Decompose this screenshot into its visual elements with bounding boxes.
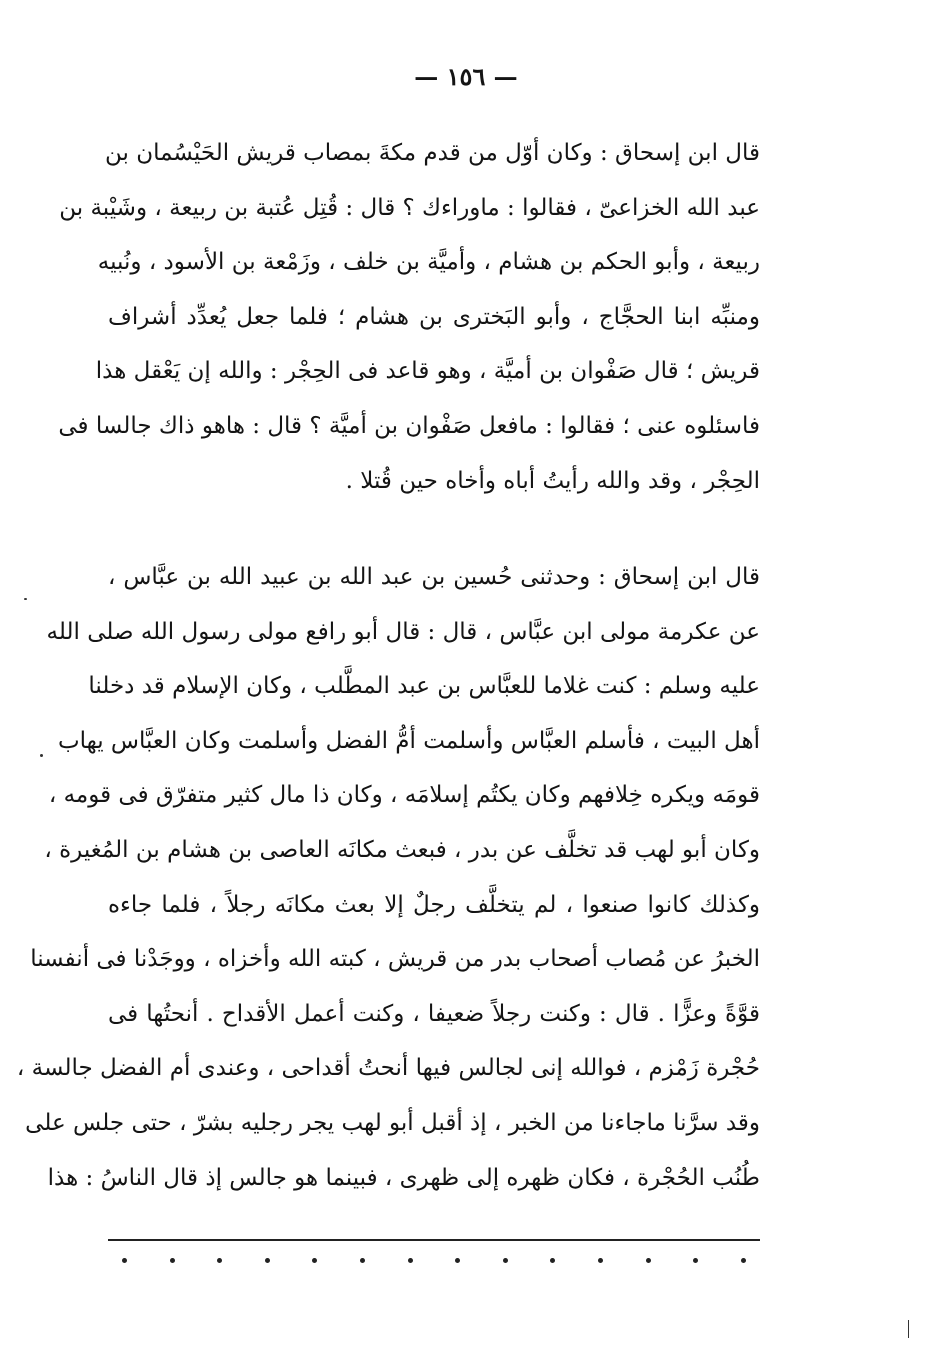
paragraph-1 [58,126,760,508]
footer-dot [217,1258,222,1263]
footer-dot [503,1258,508,1263]
text-line: قومَه ويكره خِلافهم وكان يكتُم إسلامَه ، وكان ذا مال كثير متفرّق فى قومه ، [48,782,760,809]
text-line: عن عكرمة مولى ابن عبَّاس ، قال : قال أبو رافع مولى رسول الله صلى الله [46,618,760,645]
text-line: وقد سرَّنا ماجاءنا من الخبر ، إذ أقبل أبو لهب يجر رجليه بشرّ ، حتى جلس على [25,1109,760,1136]
footer-dot [408,1258,413,1263]
text-line: الخبرُ عن مُصاب أصحاب بدر من قريش ، كبته الله وأخزاه ، ووجَدْنا فى أنفسنا [30,946,760,973]
footer-dot [455,1258,460,1263]
text-line: أهل البيت ، فأسلم العبَّاس وأسلمت أمُّ الفضل وأسلمت وكان العبَّاس يهاب [57,727,760,754]
footer-dot [550,1258,555,1263]
text-line: قريش ؛ قال صَفْوان بن أميَّة ، وهو قاعد فى الحِجْر : والله إن يَعْقل هذا [95,358,760,385]
text-line: طُنُب الحُجْرة ، فكان ظهره إلى ظهرى ، فبينما هو جالس إذ قال الناسُ : هذا [47,1164,760,1191]
text-line: قال ابن إسحاق : وكان أوّل من قدم مكةَ بمصاب قريش الحَيْسُمان بن [104,140,760,166]
scan-speck [24,598,27,600]
footer-dots [108,1258,760,1278]
footer-dot [598,1258,603,1263]
footer-dot [312,1258,317,1263]
footer-dot [170,1258,175,1263]
text-line: وكان أبو لهب قد تخلَّف عن بدر ، فبعث مكانَه العاصى بن هشام بن المُغيرة ، [44,836,760,863]
scan-speck [40,754,43,757]
text-line: عبد الله الخزاعىّ ، فقالوا : ماوراءك ؟ قال : قُتِل عُتبة بن ربيعة ، وشَيْبة بن [59,194,760,221]
footer-rule [108,1239,760,1241]
text-line: قال ابن إسحاق : وحدثنى حُسين بن عبد الله بن عبيد الله بن عبَّاس ، [108,564,760,590]
text-line: وكذلك كانوا صنعوا ، لم يتخلَّف رجلٌ إلا بعث مكانَه رجلاً ، فلما جاءه [108,891,760,918]
text-line: قوَّةً وعزًّا . قال : وكنت رجلاً ضعيفا ، وكنت أعمل الأقداح . أنحتُها فى [108,1000,760,1027]
footer-dot [646,1258,651,1263]
page-number: — ١٥٦ — [414,62,518,91]
text-line: الحِجْر ، وقد والله رأيتُ أباه وأخاه حين قُتلا . [345,467,760,494]
scan-speck [908,1320,909,1338]
text-line: ربيعة ، وأبو الحكم بن هشام ، وأميَّة بن خلف ، وزَمْعة بن الأسود ، ونُبيه [97,249,760,276]
text-line: حُجْرة زَمْزم ، فوالله إنى لجالس فيها أنحتُ أقداحى ، وعندى أم الفضل جالسة ، [16,1055,760,1082]
text-line: عليه وسلم : كنت غلاما للعبَّاس بن عبد المطَّلب ، وكان الإسلام قد دخلنا [88,673,760,700]
footer-dot [265,1258,270,1263]
text-line: فاسئلوه عنى ؛ فقالوا : مافعل صَفْوان بن أميَّة ؟ قال : هاهو ذاك جالسا فى [58,412,760,439]
paragraph-2 [16,550,760,1205]
footer-dot [360,1258,365,1263]
footer-dot [741,1258,746,1263]
footer-dot [122,1258,127,1263]
footer-dot [693,1258,698,1263]
text-line: ومنبِّه ابنا الحجَّاج ، وأبو البَخترى بن هشام ؛ فلما جعل يُعدِّد أشراف [108,303,760,330]
